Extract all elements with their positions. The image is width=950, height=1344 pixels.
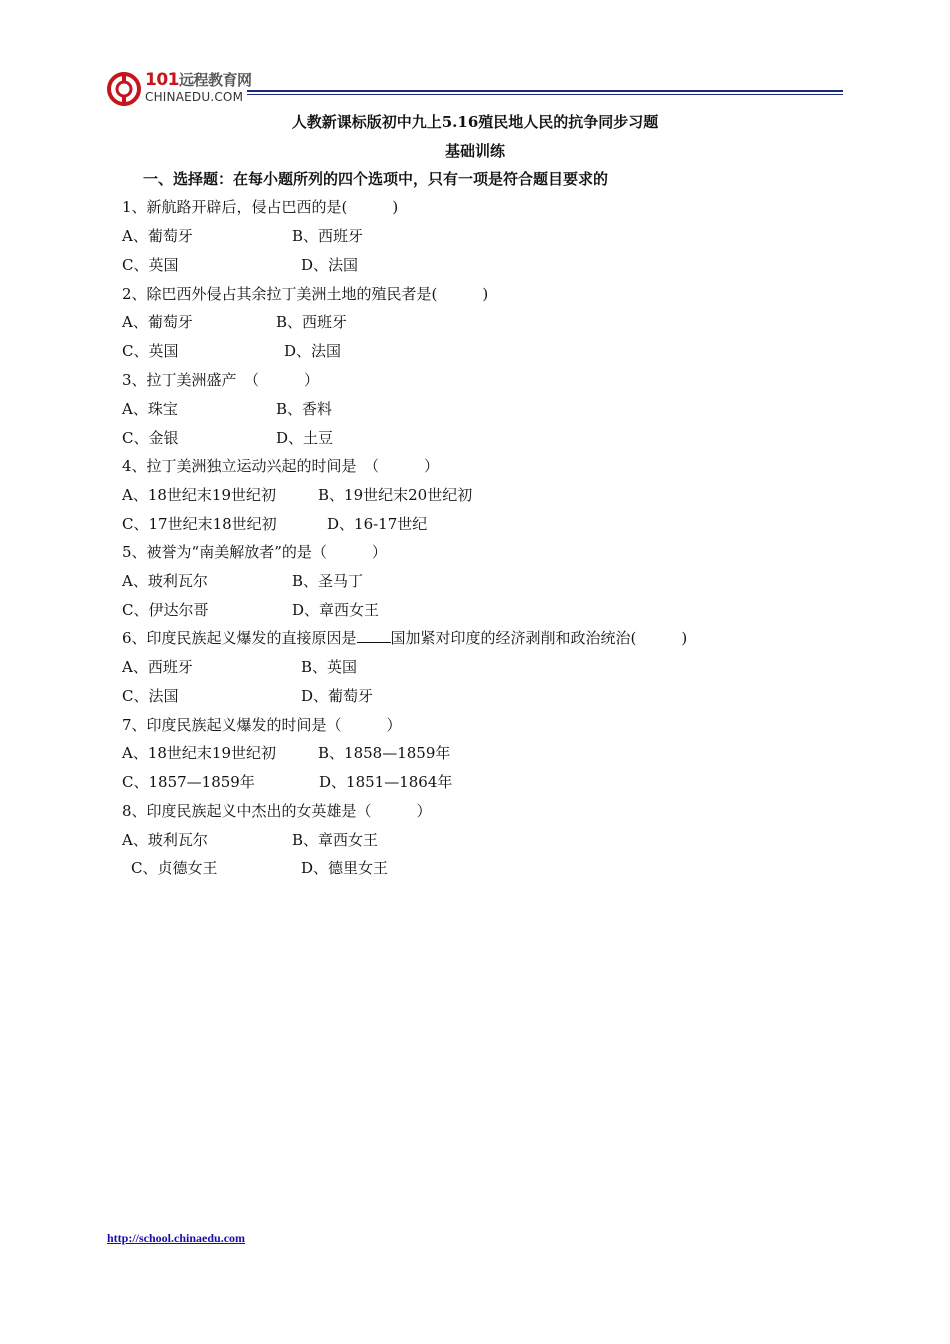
option-b: B、1858—1859年 (318, 744, 451, 762)
question-7: 7、印度民族起义爆发的时间是（ ） (122, 716, 402, 734)
logo-number: 101 (145, 70, 179, 90)
option-d: D、法国 (301, 256, 359, 274)
question-5-options-cd (122, 599, 380, 620)
question-2-options-ab (122, 311, 348, 332)
option-d: D、土豆 (276, 429, 334, 447)
question-3: 3、拉丁美洲盛产 （ ） (122, 371, 320, 389)
option-a: A、玻利瓦尔 (122, 572, 208, 590)
footer-link[interactable]: http://school.chinaedu.com (107, 1231, 246, 1245)
logo-cn-text: 远程教育网 (179, 71, 252, 89)
option-a: A、18世纪末19世纪初 (122, 486, 277, 504)
option-b: B、英国 (301, 658, 358, 676)
question-4-options-ab (122, 484, 473, 505)
option-c: C、英国 (122, 256, 179, 274)
logo-text (145, 72, 252, 103)
option-c: C、伊达尔哥 (122, 601, 209, 619)
section-heading: 一、选择题：在每小题所列的四个选项中，只有一项是符合题目要求的 (143, 170, 609, 188)
question-2-options-cd (122, 340, 342, 361)
option-a: A、玻利瓦尔 (122, 831, 208, 849)
question-7-options-cd (122, 771, 453, 792)
question-8-options-cd (131, 857, 389, 878)
option-a: A、珠宝 (122, 400, 178, 418)
logo-en: CHINAEDU.COM (145, 90, 244, 104)
option-d: D、1851—1864年 (319, 773, 453, 791)
option-c: C、法国 (122, 687, 179, 705)
question-8-options-ab (122, 829, 379, 850)
option-a: A、18世纪末19世纪初 (122, 744, 277, 762)
chinaedu-logo-icon (107, 72, 141, 106)
question-1-options-cd (122, 254, 359, 275)
document-title: 人教新课标版初中九上5.16殖民地人民的抗争同步习题 (291, 113, 659, 131)
question-4: 4、拉丁美洲独立运动兴起的时间是 （ ） (122, 457, 440, 475)
question-2: 2、除巴西外侵占其余拉丁美洲土地的殖民者是( ) (122, 285, 489, 303)
option-c: C、金银 (122, 429, 179, 447)
option-b: B、圣马丁 (292, 572, 364, 590)
option-c: C、贞德女王 (131, 859, 218, 877)
question-6-options-ab (122, 656, 358, 677)
question-6-options-cd (122, 685, 374, 706)
question-8: 8、印度民族起义中杰出的女英雄是（ ） (122, 802, 432, 820)
question-7-options-ab (122, 742, 451, 763)
question-6 (122, 627, 687, 648)
header-rule (247, 90, 843, 92)
option-b: B、香料 (276, 400, 333, 418)
question-5-options-ab (122, 570, 364, 591)
document-subtitle: 基础训练 (444, 142, 505, 160)
option-b: B、章西女王 (292, 831, 379, 849)
question-6-text-after: 国加紧对印度的经济剥削和政治统治( ) (390, 629, 688, 647)
option-b: B、19世纪末20世纪初 (318, 486, 473, 504)
option-c: C、英国 (122, 342, 179, 360)
logo-cn (145, 72, 252, 89)
question-4-options-cd (122, 513, 428, 534)
question-3-options-cd (122, 427, 334, 448)
header-rule-thin (247, 94, 843, 95)
option-b: B、西班牙 (276, 313, 348, 331)
question-6-text-before: 6、印度民族起义爆发的直接原因是 (122, 629, 357, 647)
option-d: D、葡萄牙 (301, 687, 374, 705)
option-a: A、西班牙 (122, 658, 193, 676)
option-a: A、葡萄牙 (122, 227, 193, 245)
page-header (107, 70, 843, 110)
fill-in-blank (357, 628, 391, 643)
question-3-options-ab (122, 398, 333, 419)
option-c: C、1857—1859年 (122, 773, 255, 791)
option-d: D、章西女王 (292, 601, 380, 619)
option-c: C、17世纪末18世纪初 (122, 515, 277, 533)
option-d: D、16-17世纪 (327, 515, 428, 533)
question-1: 1、新航路开辟后，侵占巴西的是( ) (122, 198, 399, 216)
option-d: D、法国 (284, 342, 342, 360)
option-a: A、葡萄牙 (122, 313, 193, 331)
question-5: 5、被誉为“南美解放者”的是（ ） (122, 543, 387, 561)
question-1-options-ab (122, 225, 364, 246)
option-b: B、西班牙 (292, 227, 364, 245)
option-d: D、德里女王 (301, 859, 389, 877)
